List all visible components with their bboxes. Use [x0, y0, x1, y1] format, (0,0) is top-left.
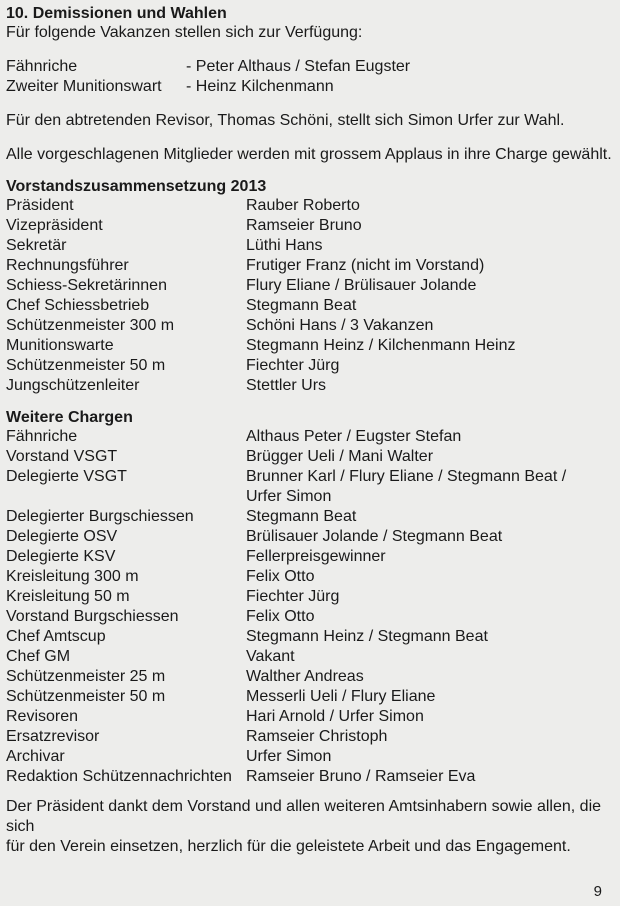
- closing-line-1: Der Präsident dankt dem Vorstand und allen weiteren Amtsinhabern sowie allen, die sich: [6, 798, 602, 835]
- role-label: Chef GM: [6, 648, 71, 665]
- role-label: Chef Amtscup: [6, 628, 106, 645]
- names-line: Fellerpreisgewinner: [246, 548, 386, 565]
- names-value: [246, 507, 612, 527]
- names-line: Brügger Ueli / Mani Walter: [246, 448, 434, 465]
- revisor-text: Für den abtretenden Revisor, Thomas Schöni, stellt sich Simon Urfer zur Wahl.: [6, 112, 565, 129]
- table-row: [6, 296, 612, 316]
- table-row: [6, 527, 612, 547]
- chargen-title: Weitere Chargen: [6, 409, 133, 426]
- table-row: [6, 567, 612, 587]
- names-value: [246, 607, 612, 627]
- role-label: Jungschützenleiter: [6, 377, 140, 394]
- names-value: [246, 356, 612, 376]
- names-line: Stegmann Beat: [246, 508, 357, 525]
- role-label: Schützenmeister 50 m: [6, 357, 166, 374]
- role-label: Schützenmeister 300 m: [6, 317, 175, 334]
- names-value: [246, 336, 612, 356]
- role-label: Vorstand Burgschiessen: [6, 608, 179, 625]
- role-label: Kreisleitung 50 m: [6, 588, 130, 605]
- table-row: [6, 667, 612, 687]
- names-line: Frutiger Franz (nicht im Vorstand): [246, 257, 485, 274]
- names-value: [246, 527, 612, 547]
- table-row: [6, 627, 612, 647]
- table-row: [6, 507, 612, 527]
- table-row: [6, 276, 612, 296]
- names-value: [246, 216, 612, 236]
- role-label: Chef Schiessbetrieb: [6, 297, 150, 314]
- table-row: [6, 196, 612, 216]
- names-value: [246, 767, 612, 787]
- table-row: [6, 607, 612, 627]
- table-row: [6, 236, 612, 256]
- names-line: Fiechter Jürg: [246, 357, 340, 374]
- names-line: Brunner Karl / Flury Eliane / Stegmann Beat /: [246, 468, 567, 485]
- chargen-table: [6, 427, 612, 787]
- names-line: Fiechter Jürg: [246, 588, 340, 605]
- table-row: [6, 587, 612, 607]
- names-line: Stettler Urs: [246, 377, 327, 394]
- names-value: [246, 667, 612, 687]
- names-line: Walther Andreas: [246, 668, 364, 685]
- vakanz-row: [6, 57, 612, 77]
- names-value: [246, 627, 612, 647]
- role-label: Delegierter Burgschiessen: [6, 508, 194, 525]
- table-row: [6, 427, 612, 447]
- table-row: [6, 356, 612, 376]
- names-value: [246, 587, 612, 607]
- names-value: [246, 376, 612, 396]
- names-value: [246, 316, 612, 336]
- intro-text: Für folgende Vakanzen stellen sich zur Verfügung:: [6, 24, 363, 41]
- role-label: Redaktion Schützennachrichten: [6, 768, 232, 785]
- names-value: [246, 276, 612, 296]
- names-line: Urfer Simon: [246, 748, 332, 765]
- table-row: [6, 767, 612, 787]
- names-value: [246, 707, 612, 727]
- names-line: Stegmann Heinz / Kilchenmann Heinz: [246, 337, 516, 354]
- vorstand-table: [6, 196, 612, 396]
- table-row: [6, 376, 612, 396]
- names-value: [246, 236, 612, 256]
- names-line: Flury Eliane / Brülisauer Jolande: [246, 277, 477, 294]
- names-value: [246, 196, 612, 216]
- role-label: Revisoren: [6, 708, 79, 725]
- table-row: [6, 336, 612, 356]
- role-label: Schiess-Sekretärinnen: [6, 277, 167, 294]
- closing-line-2: für den Verein einsetzen, herzlich für die geleistete Arbeit und das Engagement.: [6, 838, 571, 855]
- table-row: [6, 447, 612, 467]
- role-label: Präsident: [6, 197, 74, 214]
- names-value: [246, 647, 612, 667]
- table-row: [6, 256, 612, 276]
- table-row: [6, 747, 612, 767]
- names-line: Brülisauer Jolande / Stegmann Beat: [246, 528, 503, 545]
- page-content: [6, 4, 612, 857]
- names-line-continued: Urfer Simon: [246, 488, 332, 505]
- role-label: Delegierte VSGT: [6, 468, 127, 485]
- names-line: Rauber Roberto: [246, 197, 360, 214]
- names-value: [246, 427, 612, 447]
- names-line: Schöni Hans / 3 Vakanzen: [246, 317, 434, 334]
- role-label: Kreisleitung 300 m: [6, 568, 139, 585]
- vakanz-role: Fähnriche: [6, 58, 78, 75]
- table-row: [6, 467, 612, 507]
- role-label: Delegierte OSV: [6, 528, 118, 545]
- names-line: Messerli Ueli / Flury Eliane: [246, 688, 436, 705]
- names-line: Stegmann Heinz / Stegmann Beat: [246, 628, 488, 645]
- table-row: [6, 727, 612, 747]
- role-label: Fähnriche: [6, 428, 78, 445]
- vorstand-title: Vorstandszusammensetzung 2013: [6, 178, 267, 195]
- table-row: [6, 216, 612, 236]
- names-value: [246, 567, 612, 587]
- names-line: Ramseier Bruno / Ramseier Eva: [246, 768, 476, 785]
- role-label: Schützenmeister 25 m: [6, 668, 166, 685]
- role-label: Vorstand VSGT: [6, 448, 118, 465]
- table-row: [6, 547, 612, 567]
- names-line: Felix Otto: [246, 608, 315, 625]
- applaus-text: Alle vorgeschlagenen Mitglieder werden mit grossem Applaus in ihre Charge gewählt.: [6, 146, 612, 163]
- names-line: Ramseier Bruno: [246, 217, 362, 234]
- role-label: Rechnungsführer: [6, 257, 129, 274]
- table-row: [6, 316, 612, 336]
- names-line: Felix Otto: [246, 568, 315, 585]
- vakanz-role: Zweiter Munitionswart: [6, 78, 162, 95]
- names-value: [246, 687, 612, 707]
- section-title: 10. Demissionen und Wahlen: [6, 5, 227, 22]
- role-label: Delegierte KSV: [6, 548, 116, 565]
- names-value: [246, 447, 612, 467]
- names-value: [246, 467, 612, 507]
- names-line: Ramseier Christoph: [246, 728, 388, 745]
- page-number: 9: [593, 883, 602, 900]
- role-label: Schützenmeister 50 m: [6, 688, 166, 705]
- names-line: Hari Arnold / Urfer Simon: [246, 708, 424, 725]
- vakanzen-list: [6, 57, 612, 97]
- names-line: Vakant: [246, 648, 295, 665]
- names-line: Althaus Peter / Eugster Stefan: [246, 428, 462, 445]
- table-row: [6, 687, 612, 707]
- names-value: [246, 547, 612, 567]
- role-label: Vizepräsident: [6, 217, 103, 234]
- table-row: [6, 707, 612, 727]
- names-line: Lüthi Hans: [246, 237, 323, 254]
- role-label: Ersatzrevisor: [6, 728, 100, 745]
- vakanz-names: - Heinz Kilchenmann: [186, 78, 334, 95]
- names-value: [246, 747, 612, 767]
- names-value: [246, 296, 612, 316]
- names-value: [246, 727, 612, 747]
- names-value: [246, 256, 612, 276]
- vakanz-names: - Peter Althaus / Stefan Eugster: [186, 58, 411, 75]
- role-label: Archivar: [6, 748, 65, 765]
- table-row: [6, 647, 612, 667]
- names-line: Stegmann Beat: [246, 297, 357, 314]
- vakanz-row: [6, 77, 612, 97]
- role-label: Sekretär: [6, 237, 67, 254]
- role-label: Munitionswarte: [6, 337, 114, 354]
